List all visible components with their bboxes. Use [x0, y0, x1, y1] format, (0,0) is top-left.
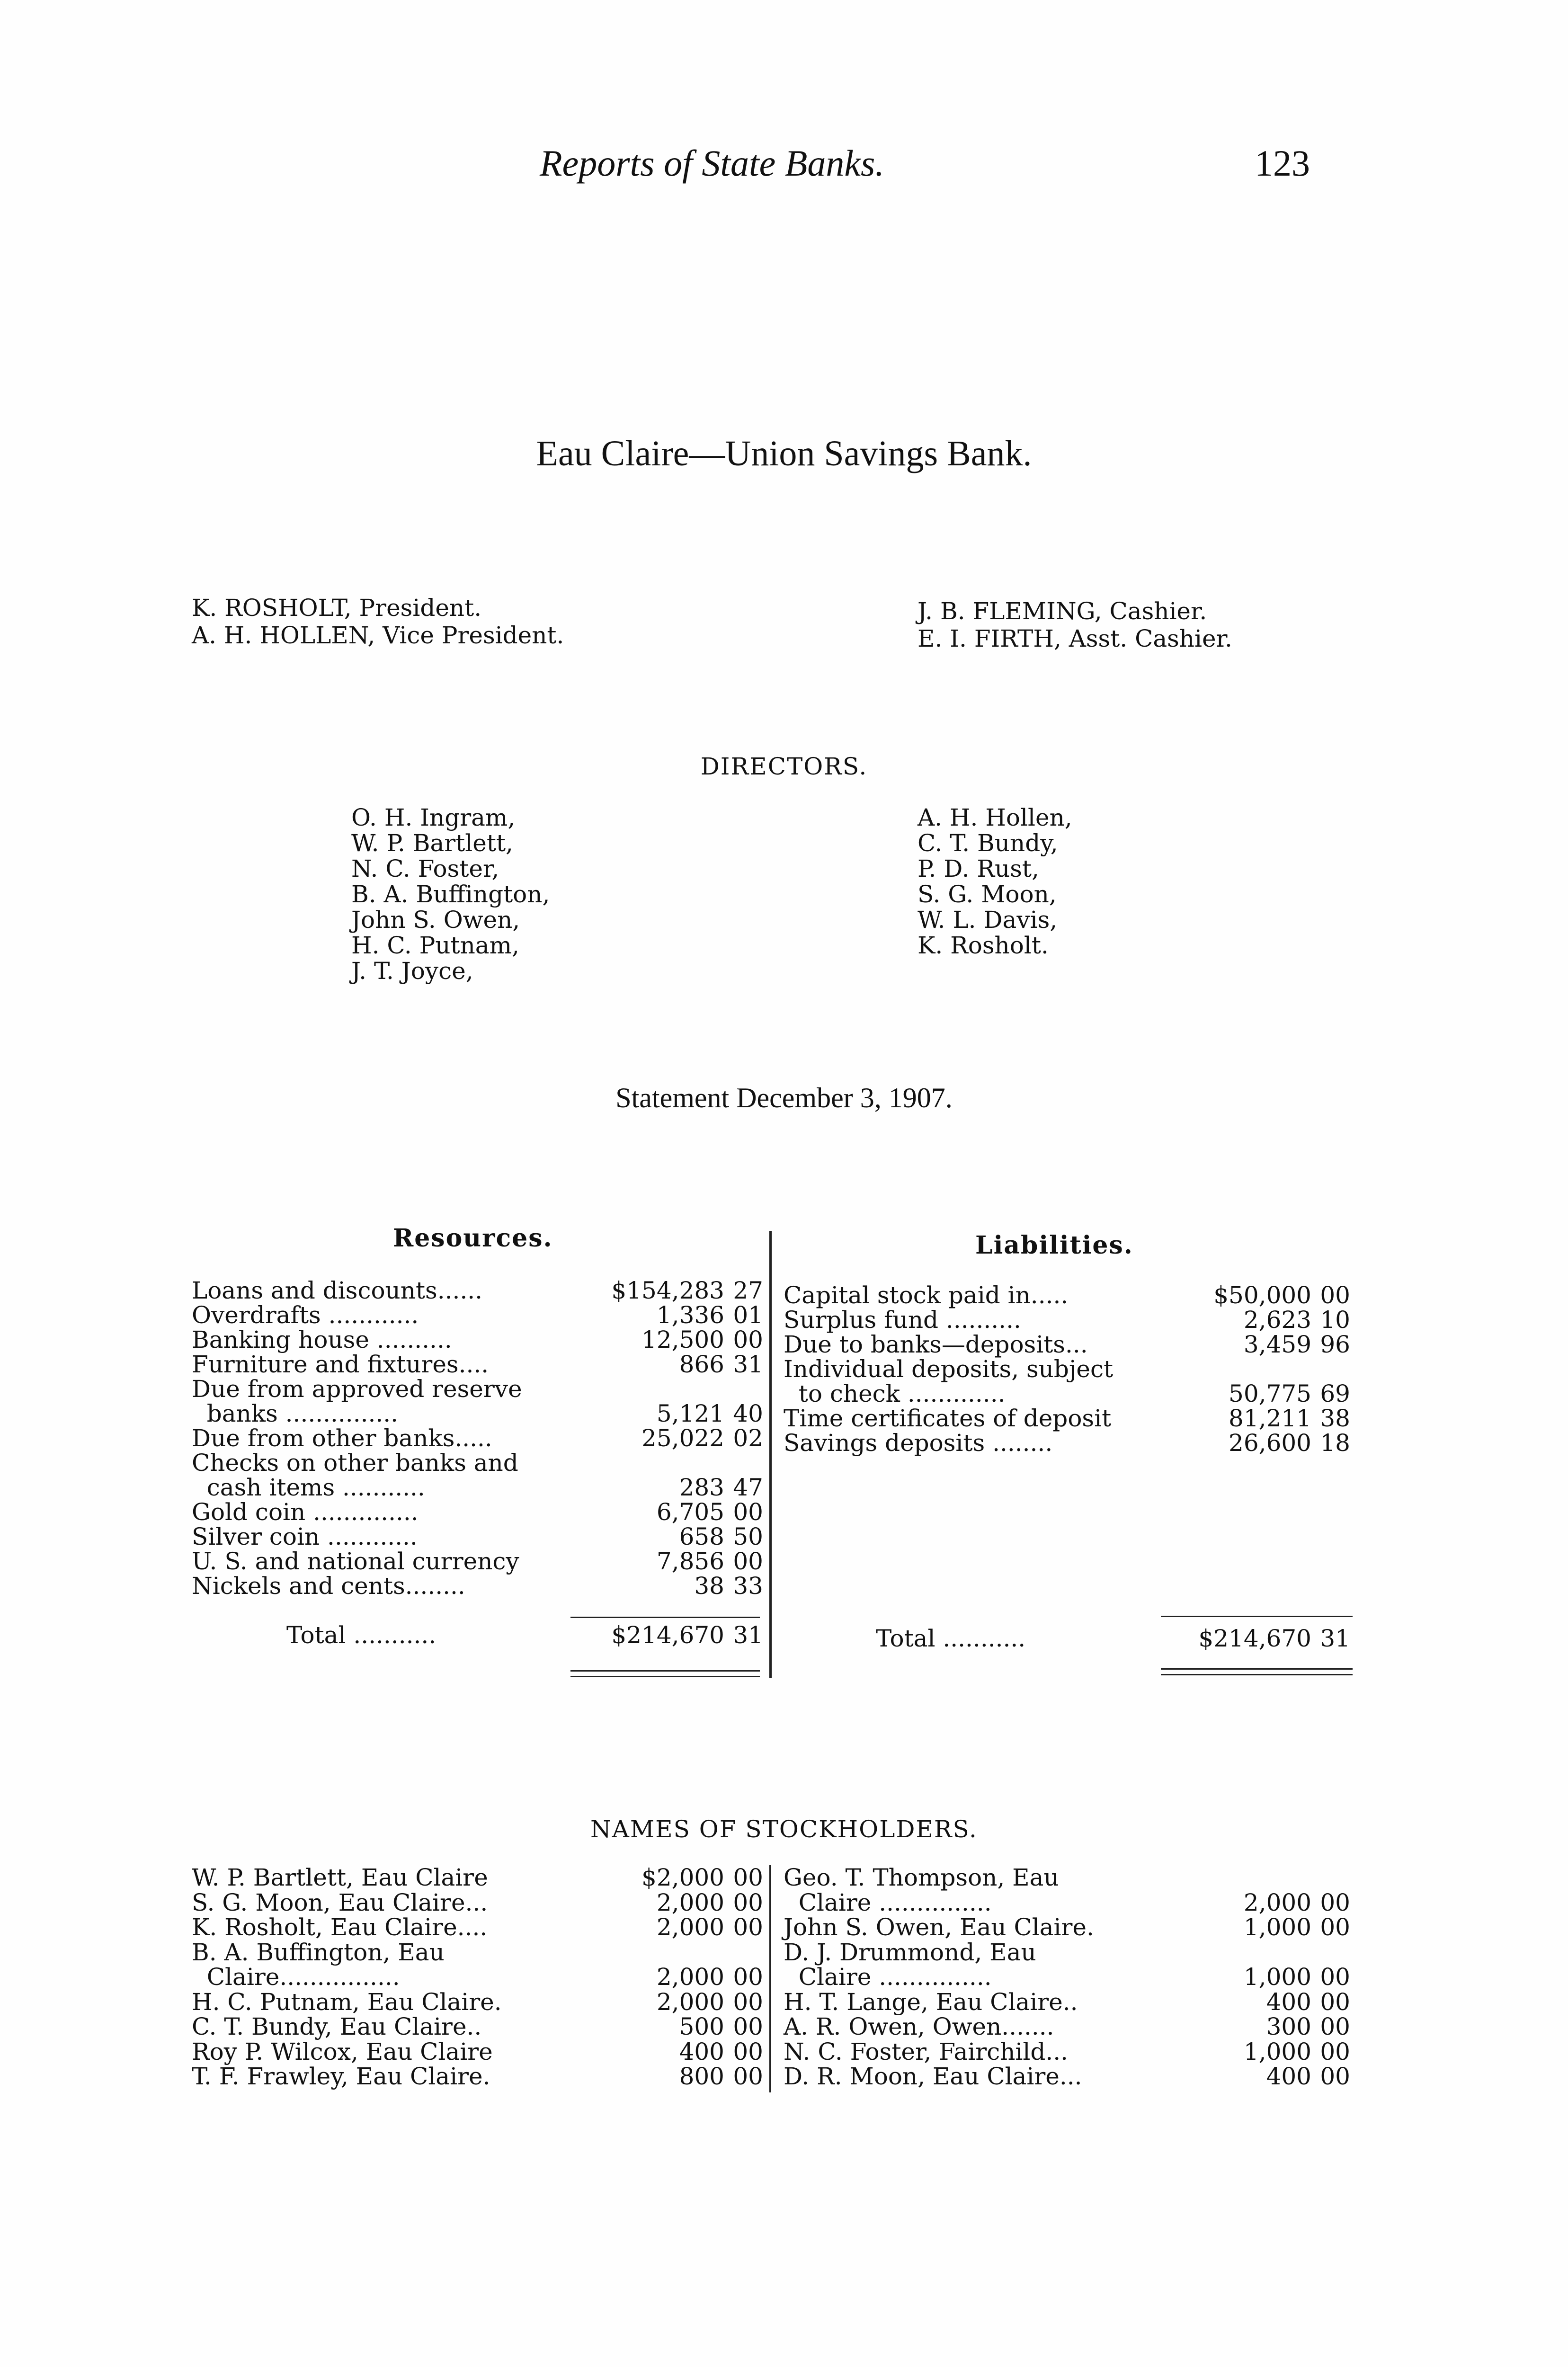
- resources-total-row: [192, 1623, 767, 1647]
- stockholder-row: [784, 2014, 1354, 2039]
- stockholder-label: K. Rosholt, Eau Claire....: [192, 1913, 488, 1941]
- liability-dollars: $50,000: [1213, 1281, 1311, 1309]
- stockholder-dollars: 1,000: [1243, 2038, 1311, 2065]
- liability-label: Individual deposits, subject: [784, 1355, 1114, 1383]
- stockholder-label: D. R. Moon, Eau Claire...: [784, 2063, 1082, 2090]
- stockholder-cents: 00: [1320, 1888, 1350, 1916]
- stockholder-row: [192, 1865, 767, 1890]
- stockholder-cents: 00: [733, 2013, 763, 2040]
- resource-cents: 00: [733, 1326, 763, 1353]
- resource-label: Furniture and fixtures....: [192, 1351, 489, 1378]
- stockholder-cents: 00: [733, 1913, 763, 1941]
- resource-cents: 02: [733, 1424, 763, 1452]
- liability-dollars: 2,623: [1243, 1306, 1311, 1334]
- directors-left-list: [351, 805, 550, 984]
- stockholder-dollars: 300: [1266, 2013, 1311, 2040]
- stockholder-dollars: 2,000: [656, 1913, 724, 1941]
- liability-cents: 96: [1320, 1331, 1350, 1358]
- stockholder-row: [784, 1915, 1354, 1940]
- liabilities-total-dollars: $214,670: [1198, 1625, 1311, 1652]
- stockholder-label: T. F. Frawley, Eau Claire.: [192, 2063, 490, 2090]
- resources-double-rule: [570, 1670, 760, 1672]
- stockholder-cents: 00: [733, 1988, 763, 2016]
- bank-title: Eau Claire—Union Savings Bank.: [536, 434, 1032, 473]
- stockholder-dollars: 400: [1266, 1988, 1311, 2016]
- statement-title: Statement December 3, 1907.: [615, 1082, 953, 1113]
- resource-dollars: 866: [679, 1351, 724, 1378]
- page-number: 123: [1255, 142, 1310, 184]
- liability-row: [784, 1431, 1354, 1455]
- resource-dollars: $154,283: [611, 1277, 724, 1304]
- resource-row: [192, 1450, 767, 1475]
- stockholder-dollars: 400: [679, 2038, 724, 2065]
- stockholder-row: [192, 2014, 767, 2039]
- officer-president: K. ROSHOLT, President.: [192, 594, 482, 622]
- liability-label: Time certificates of deposit: [784, 1405, 1112, 1432]
- stockholder-cents: 00: [1320, 2063, 1350, 2090]
- resources-double-rule: [570, 1676, 760, 1677]
- stockholder-row: [784, 2064, 1354, 2089]
- officer-vice-president: A. H. HOLLEN, Vice President.: [192, 622, 564, 649]
- stockholder-label: B. A. Buffington, Eau: [192, 1938, 445, 1966]
- resources-total-dollars: $214,670: [611, 1621, 724, 1649]
- resource-label: Loans and discounts......: [192, 1277, 483, 1304]
- stockholder-cents: 00: [1320, 1913, 1350, 1941]
- liability-row: [784, 1357, 1354, 1381]
- resource-row: [192, 1377, 767, 1401]
- resource-dollars: 38: [694, 1572, 724, 1600]
- stockholder-row: [784, 1990, 1354, 2014]
- liability-dollars: 26,600: [1229, 1429, 1311, 1457]
- stockholder-label: W. P. Bartlett, Eau Claire: [192, 1864, 488, 1891]
- resource-label: U. S. and national currency: [192, 1548, 519, 1575]
- resource-row: [192, 1303, 767, 1327]
- resource-label: cash items ...........: [192, 1474, 425, 1501]
- resource-dollars: 6,705: [656, 1498, 724, 1526]
- liability-row: [784, 1332, 1354, 1357]
- resource-label: Overdrafts ............: [192, 1301, 419, 1329]
- stockholder-cents: 00: [733, 2063, 763, 2090]
- resource-dollars: 7,856: [656, 1548, 724, 1575]
- resource-cents: 40: [733, 1400, 763, 1427]
- stockholder-label: Claire ...............: [784, 1888, 992, 1916]
- stockholder-cents: 00: [1320, 1988, 1350, 2016]
- director-name: P. D. Rust,: [918, 855, 1039, 882]
- stockholder-dollars: 1,000: [1243, 1913, 1311, 1941]
- resources-total-cents: 31: [733, 1621, 763, 1649]
- officers-right: [918, 597, 1232, 652]
- resource-label: Checks on other banks and: [192, 1449, 518, 1477]
- liability-cents: 38: [1320, 1405, 1350, 1432]
- directors-title: DIRECTORS.: [700, 753, 868, 780]
- stockholder-dollars: 500: [679, 2013, 724, 2040]
- resource-cents: 00: [733, 1548, 763, 1575]
- liability-label: Due to banks—deposits...: [784, 1331, 1088, 1358]
- stockholder-row: [192, 2064, 767, 2089]
- liability-label: Surplus fund ..........: [784, 1306, 1021, 1334]
- resource-cents: 47: [733, 1474, 763, 1501]
- director-name: H. C. Putnam,: [351, 932, 519, 959]
- director-name: K. Rosholt.: [918, 932, 1049, 959]
- stockholders-title: NAMES OF STOCKHOLDERS.: [590, 1815, 978, 1843]
- liability-label: to check .............: [784, 1380, 1006, 1407]
- stockholder-label: H. C. Putnam, Eau Claire.: [192, 1988, 502, 2016]
- resources-heading: Resources.: [393, 1224, 553, 1253]
- stockholder-dollars: 2,000: [656, 1988, 724, 2016]
- stockholder-label: N. C. Foster, Fairchild...: [784, 2038, 1069, 2065]
- stockholder-row: [784, 2039, 1354, 2064]
- resource-row: [192, 1278, 767, 1303]
- stockholder-dollars: 2,000: [1243, 1888, 1311, 1916]
- stockholder-cents: 00: [733, 1963, 763, 1991]
- stockholder-row: [784, 1940, 1354, 1965]
- officer-cashier: J. B. FLEMING, Cashier.: [918, 597, 1207, 625]
- stockholder-cents: 00: [1320, 2013, 1350, 2040]
- resource-row: [192, 1401, 767, 1426]
- stockholder-dollars: 2,000: [656, 1888, 724, 1916]
- liabilities-total-row: [784, 1626, 1354, 1651]
- director-name: N. C. Foster,: [351, 855, 499, 882]
- resource-label: Silver coin ............: [192, 1523, 418, 1550]
- director-name: O. H. Ingram,: [351, 804, 516, 831]
- resource-cents: 00: [733, 1498, 763, 1526]
- resource-row: [192, 1475, 767, 1500]
- liabilities-total-rule: [1161, 1616, 1353, 1617]
- statement-divider: [769, 1231, 772, 1678]
- stockholder-dollars: 800: [679, 2063, 724, 2090]
- running-title: Reports of State Banks.: [540, 142, 884, 184]
- liability-cents: 18: [1320, 1429, 1350, 1457]
- stockholder-row: [192, 1965, 767, 1989]
- director-name: C. T. Bundy,: [918, 829, 1058, 857]
- resource-label: Due from approved reserve: [192, 1375, 522, 1403]
- stockholder-cents: 00: [733, 1864, 763, 1891]
- liabilities-heading: Liabilities.: [975, 1231, 1133, 1260]
- liability-dollars: 81,211: [1229, 1405, 1311, 1432]
- officers-left: [192, 594, 564, 649]
- director-name: S. G. Moon,: [918, 881, 1057, 908]
- resource-row: [192, 1500, 767, 1524]
- liability-row: [784, 1308, 1354, 1332]
- stockholder-label: D. J. Drummond, Eau: [784, 1938, 1036, 1966]
- resource-cents: 33: [733, 1572, 763, 1600]
- stockholder-label: Claire................: [192, 1963, 400, 1991]
- resources-total-label: Total ...........: [286, 1621, 437, 1649]
- director-name: W. P. Bartlett,: [351, 829, 513, 857]
- liabilities-double-rule: [1161, 1674, 1353, 1675]
- stockholder-label: Claire ...............: [784, 1963, 992, 1991]
- resource-dollars: 25,022: [641, 1424, 724, 1452]
- resource-row: [192, 1352, 767, 1377]
- liability-cents: 10: [1320, 1306, 1350, 1334]
- resource-cents: 27: [733, 1277, 763, 1304]
- liability-cents: 69: [1320, 1380, 1350, 1407]
- stockholder-dollars: 400: [1266, 2063, 1311, 2090]
- stockholder-label: Roy P. Wilcox, Eau Claire: [192, 2038, 493, 2065]
- director-name: John S. Owen,: [351, 906, 520, 934]
- stockholders-divider: [769, 1865, 771, 2092]
- stockholder-row: [784, 1965, 1354, 1989]
- stockholder-dollars: $2,000: [641, 1864, 724, 1891]
- resource-row: [192, 1426, 767, 1450]
- resource-row: [192, 1524, 767, 1549]
- resource-row: [192, 1327, 767, 1352]
- stockholder-row: [192, 1940, 767, 1965]
- director-name: W. L. Davis,: [918, 906, 1058, 934]
- liability-row: [784, 1381, 1354, 1406]
- stockholder-label: C. T. Bundy, Eau Claire..: [192, 2013, 482, 2040]
- resource-cents: 50: [733, 1523, 763, 1550]
- stockholder-label: S. G. Moon, Eau Claire...: [192, 1888, 488, 1916]
- stockholder-row: [192, 1990, 767, 2014]
- liability-cents: 00: [1320, 1281, 1350, 1309]
- stockholder-row: [192, 2039, 767, 2064]
- resource-dollars: 283: [679, 1474, 724, 1501]
- stockholder-label: Geo. T. Thompson, Eau: [784, 1864, 1059, 1891]
- resource-row: [192, 1549, 767, 1574]
- resource-label: Nickels and cents........: [192, 1572, 465, 1600]
- stockholder-label: A. R. Owen, Owen.......: [784, 2013, 1054, 2040]
- resource-label: Due from other banks.....: [192, 1424, 492, 1452]
- liability-row: [784, 1283, 1354, 1308]
- officer-asst-cashier: E. I. FIRTH, Asst. Cashier.: [918, 625, 1232, 652]
- liability-dollars: 50,775: [1229, 1380, 1311, 1407]
- stockholder-row: [784, 1865, 1354, 1890]
- stockholder-row: [192, 1915, 767, 1940]
- liability-dollars: 3,459: [1243, 1331, 1311, 1358]
- stockholder-row: [192, 1890, 767, 1915]
- resource-cents: 01: [733, 1301, 763, 1329]
- stockholder-cents: 00: [733, 1888, 763, 1916]
- liability-label: Savings deposits ........: [784, 1429, 1053, 1457]
- liabilities-total-cents: 31: [1320, 1625, 1350, 1652]
- resource-dollars: 658: [679, 1523, 724, 1550]
- directors-right-list: [918, 805, 1072, 958]
- director-name: B. A. Buffington,: [351, 881, 550, 908]
- stockholder-row: [784, 1890, 1354, 1915]
- resource-row: [192, 1574, 767, 1598]
- resource-label: banks ...............: [192, 1400, 399, 1427]
- stockholder-cents: 00: [1320, 1963, 1350, 1991]
- stockholder-cents: 00: [1320, 2038, 1350, 2065]
- resource-dollars: 1,336: [656, 1301, 724, 1329]
- liabilities-total-label: Total ...........: [876, 1625, 1026, 1652]
- resource-dollars: 5,121: [656, 1400, 724, 1427]
- director-name: A. H. Hollen,: [918, 804, 1072, 831]
- stockholder-dollars: 1,000: [1243, 1963, 1311, 1991]
- stockholder-label: H. T. Lange, Eau Claire..: [784, 1988, 1078, 2016]
- stockholder-dollars: 2,000: [656, 1963, 724, 1991]
- stockholder-cents: 00: [733, 2038, 763, 2065]
- director-name: J. T. Joyce,: [351, 957, 473, 985]
- resource-label: Banking house ..........: [192, 1326, 452, 1353]
- resources-total-rule: [570, 1617, 760, 1618]
- resource-dollars: 12,500: [641, 1326, 724, 1353]
- stockholder-label: John S. Owen, Eau Claire.: [784, 1913, 1094, 1941]
- resource-label: Gold coin ..............: [192, 1498, 419, 1526]
- resource-cents: 31: [733, 1351, 763, 1378]
- liabilities-double-rule: [1161, 1668, 1353, 1670]
- liability-row: [784, 1406, 1354, 1431]
- liability-label: Capital stock paid in.....: [784, 1281, 1069, 1309]
